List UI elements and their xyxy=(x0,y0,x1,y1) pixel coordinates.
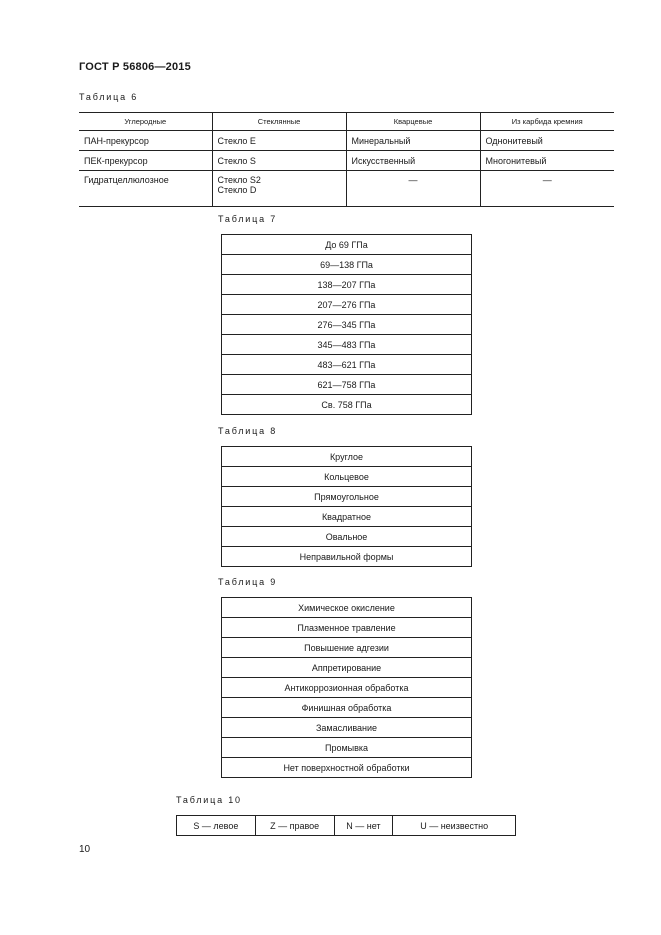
table-cell: Промывка xyxy=(222,738,472,758)
table-row xyxy=(222,618,472,638)
table6-header-row xyxy=(79,113,614,131)
table10-caption: Таблица 10 xyxy=(176,795,242,805)
table-row xyxy=(222,738,472,758)
table-row xyxy=(222,658,472,678)
table-cell: — xyxy=(346,171,480,207)
table-cell xyxy=(212,171,346,207)
table-cell: U — неизвестно xyxy=(393,816,516,836)
table-cell: Св. 758 ГПа xyxy=(222,395,472,415)
table-cell: 345—483 ГПа xyxy=(222,335,472,355)
table-row xyxy=(79,151,614,171)
table6-header-silicon-carbide: Из карбида кремния xyxy=(480,113,614,131)
table10 xyxy=(176,815,516,836)
table-row xyxy=(79,171,614,207)
table7 xyxy=(221,234,472,415)
table-cell: Однонитевый xyxy=(480,131,614,151)
table-cell: 483—621 ГПа xyxy=(222,355,472,375)
table-cell: Неправильной формы xyxy=(222,547,472,567)
table9-caption: Таблица 9 xyxy=(218,577,277,587)
table6 xyxy=(79,112,614,207)
table-cell: Многонитевый xyxy=(480,151,614,171)
table-cell-line: Стекло S2 xyxy=(217,175,261,185)
table-row xyxy=(222,598,472,618)
table-row xyxy=(222,335,472,355)
table-cell: Химическое окисление xyxy=(222,598,472,618)
table-row xyxy=(222,718,472,738)
table-cell: 207—276 ГПа xyxy=(222,295,472,315)
table-cell: Стекло Е xyxy=(212,131,346,151)
table-cell: Антикоррозионная обработка xyxy=(222,678,472,698)
table-cell: Кольцевое xyxy=(222,467,472,487)
table-row xyxy=(222,315,472,335)
table-row xyxy=(222,698,472,718)
table-row xyxy=(222,638,472,658)
table-row xyxy=(222,295,472,315)
table6-header-glass: Стеклянные xyxy=(212,113,346,131)
table-row xyxy=(222,678,472,698)
table-cell: Стекло S xyxy=(212,151,346,171)
table-cell: Квадратное xyxy=(222,507,472,527)
table-row xyxy=(222,235,472,255)
table-cell: 621—758 ГПа xyxy=(222,375,472,395)
table6-caption: Таблица 6 xyxy=(79,92,138,102)
table-row xyxy=(222,375,472,395)
table-row xyxy=(79,131,614,151)
table-cell: Z — правое xyxy=(255,816,334,836)
table-cell: Плазменное травление xyxy=(222,618,472,638)
table-row xyxy=(222,758,472,778)
table-row xyxy=(177,816,516,836)
table-cell: Аппретирование xyxy=(222,658,472,678)
table-row xyxy=(222,355,472,375)
table-cell: — xyxy=(480,171,614,207)
table-cell: Нет поверхностной обработки xyxy=(222,758,472,778)
table-cell: Финишная обработка xyxy=(222,698,472,718)
table-cell: Круглое xyxy=(222,447,472,467)
table6-header-carbon: Углеродные xyxy=(79,113,212,131)
table-cell: До 69 ГПа xyxy=(222,235,472,255)
table-cell: 138—207 ГПа xyxy=(222,275,472,295)
table-row xyxy=(222,467,472,487)
table8 xyxy=(221,446,472,567)
document-title: ГОСТ Р 56806—2015 xyxy=(79,61,191,73)
table7-caption: Таблица 7 xyxy=(218,214,277,224)
table-row xyxy=(222,527,472,547)
table-cell: Гидратцеллюлозное xyxy=(79,171,212,207)
table-cell: N — нет xyxy=(334,816,393,836)
table-cell: Искусственный xyxy=(346,151,480,171)
table-cell: 276—345 ГПа xyxy=(222,315,472,335)
table-row xyxy=(222,275,472,295)
table-cell: Замасливание xyxy=(222,718,472,738)
table-row xyxy=(222,547,472,567)
table8-caption: Таблица 8 xyxy=(218,426,277,436)
table-cell: ПЕК-прекурсор xyxy=(79,151,212,171)
table6-header-quartz: Кварцевые xyxy=(346,113,480,131)
table-row xyxy=(222,395,472,415)
table-row xyxy=(222,447,472,467)
table-cell: S — левое xyxy=(177,816,256,836)
table-cell: Минеральный xyxy=(346,131,480,151)
table-cell: ПАН-прекурсор xyxy=(79,131,212,151)
table-row xyxy=(222,255,472,275)
table-cell: Овальное xyxy=(222,527,472,547)
table-row xyxy=(222,507,472,527)
table-cell: 69—138 ГПа xyxy=(222,255,472,275)
table-cell: Прямоугольное xyxy=(222,487,472,507)
table9 xyxy=(221,597,472,778)
table-row xyxy=(222,487,472,507)
table-cell: Повышение адгезии xyxy=(222,638,472,658)
table-cell-line: Стекло D xyxy=(217,185,257,195)
page-number: 10 xyxy=(79,844,91,855)
